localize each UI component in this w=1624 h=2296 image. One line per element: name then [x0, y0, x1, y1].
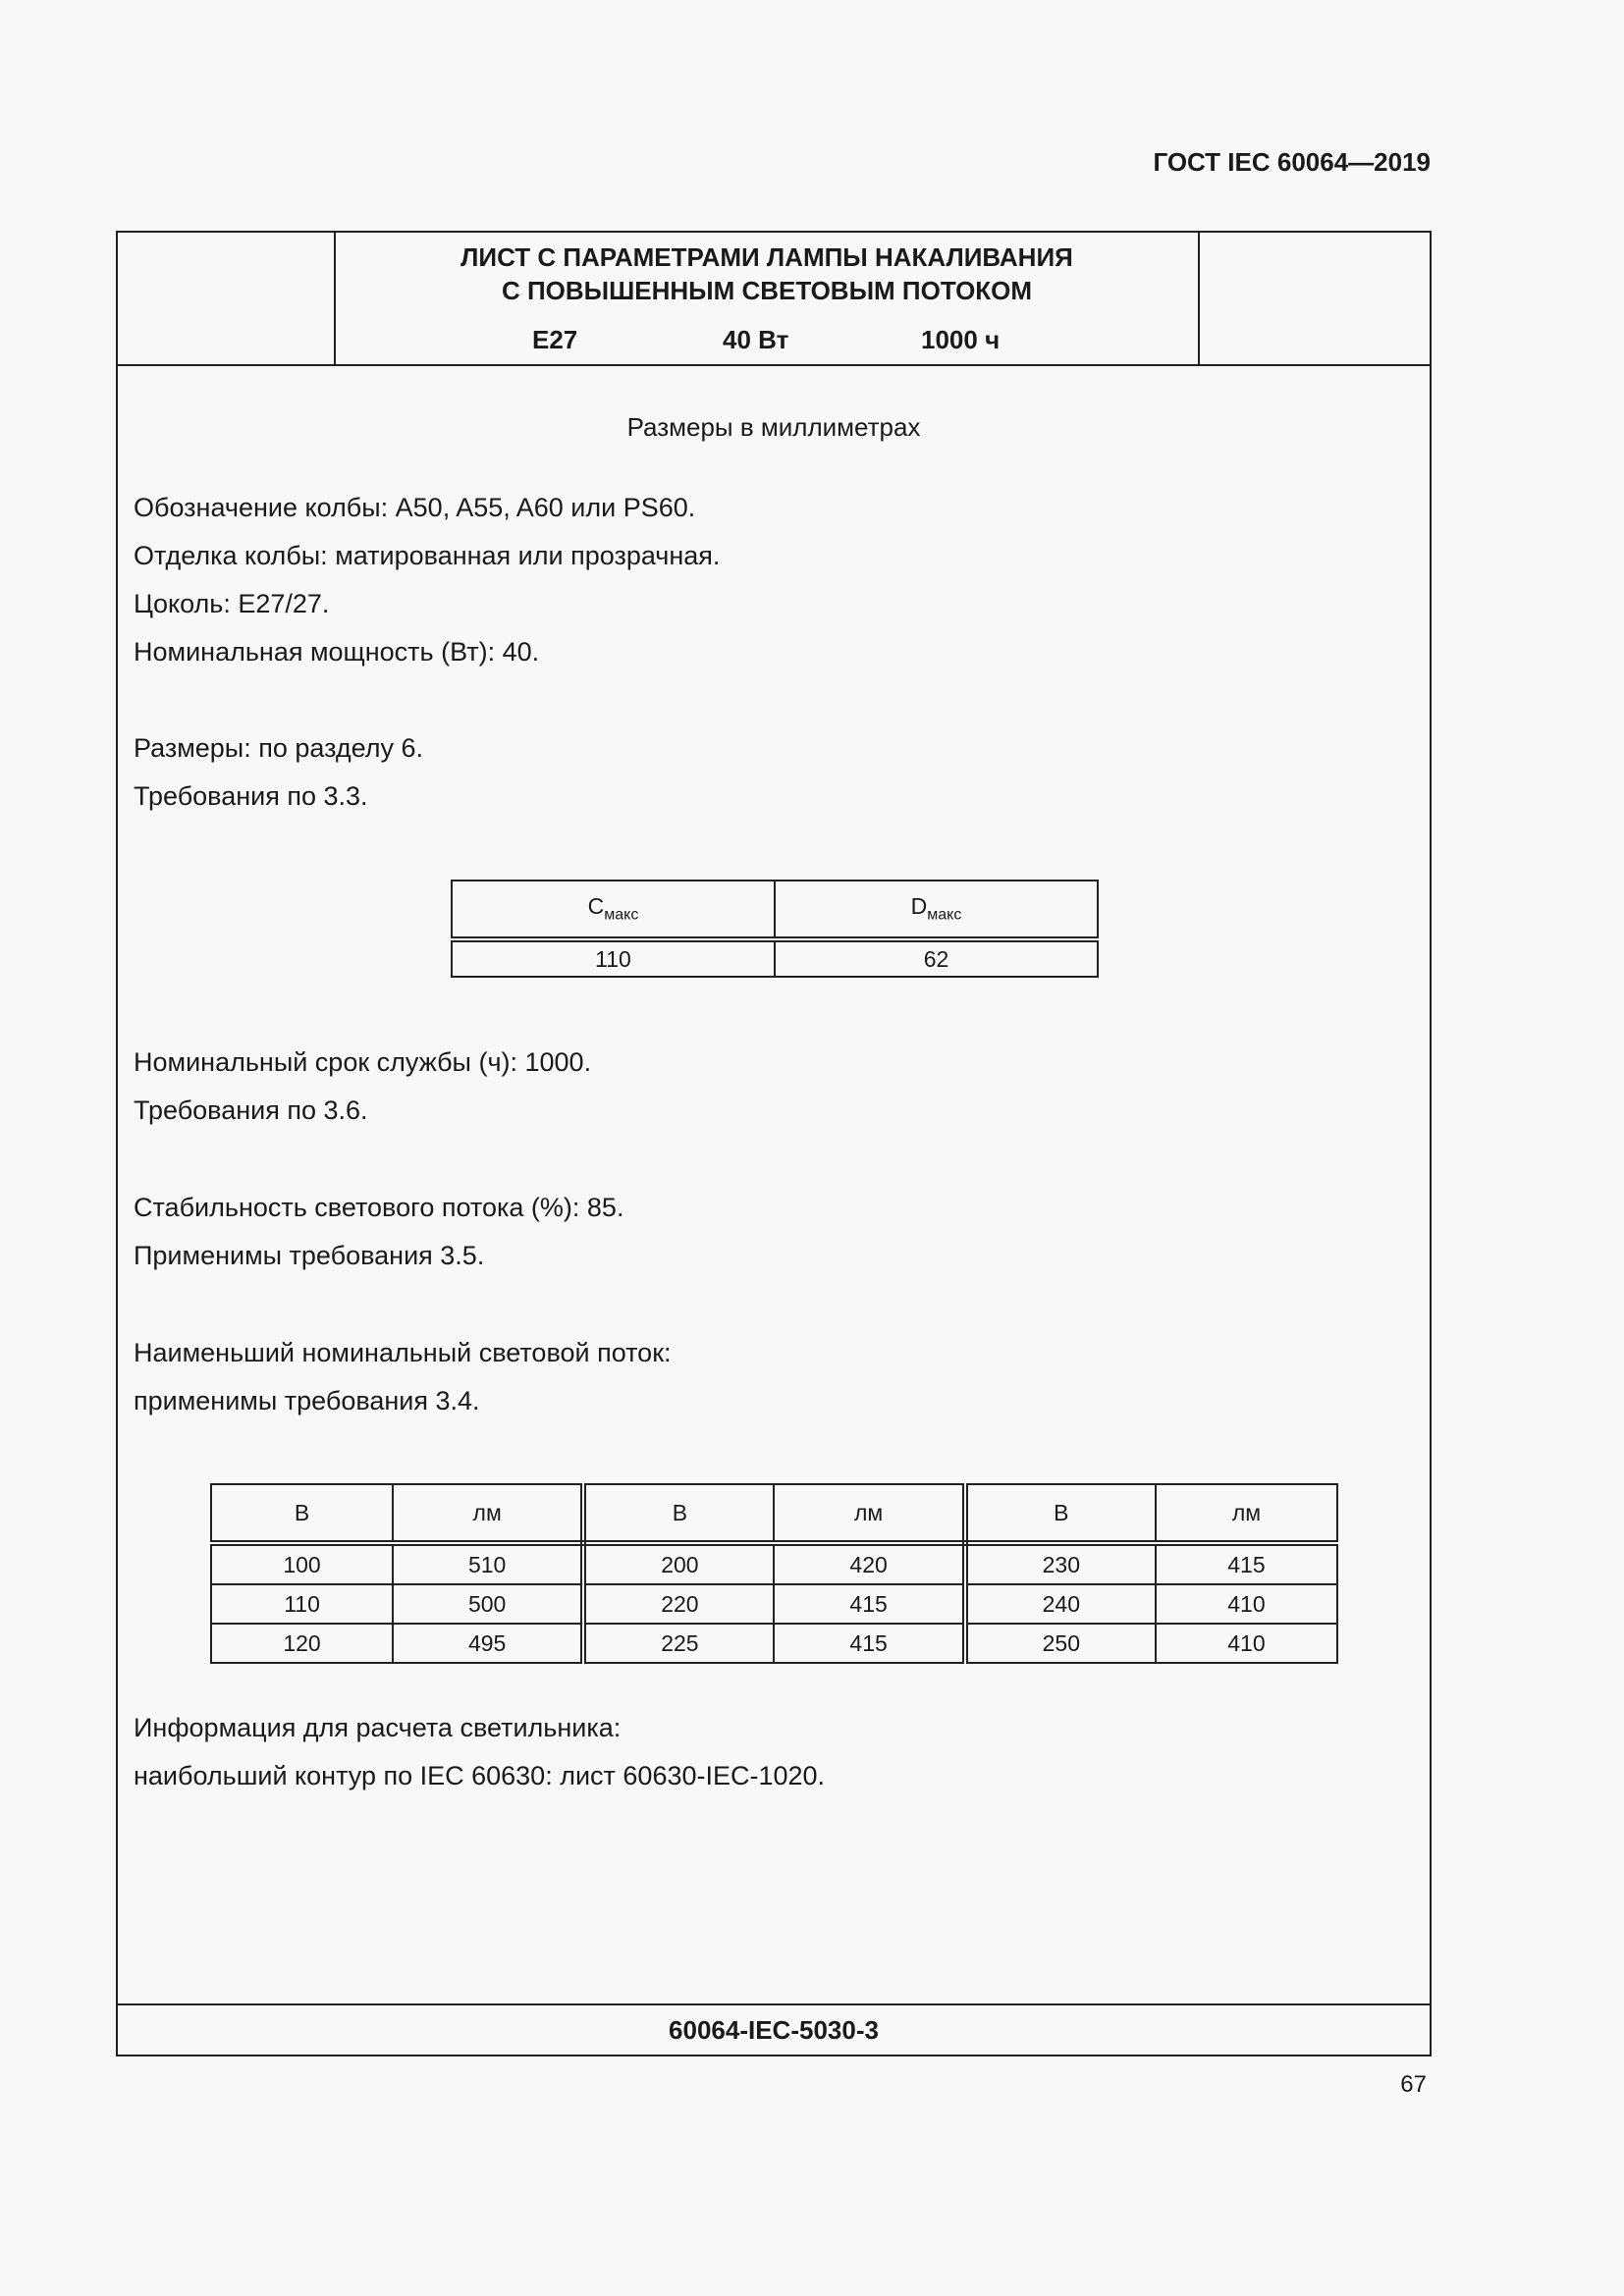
lumen-header: лм: [774, 1484, 964, 1543]
voltage-header: В: [211, 1484, 393, 1543]
parameter-sheet: [116, 231, 1432, 2056]
table-row: [211, 1543, 1337, 1584]
page-number: 67: [1400, 2071, 1427, 2098]
dimensions-table: [451, 880, 1099, 978]
param-life: 1000 ч: [921, 325, 1001, 354]
title-line-2: С ПОВЫШЕННЫМ СВЕТОВЫМ ПОТОКОМ: [501, 276, 1033, 305]
luminaire-info: Информация для расчета светильника:: [134, 1713, 622, 1742]
sheet-header: [118, 233, 1430, 366]
life-requirements: Требования по 3.6.: [134, 1095, 368, 1125]
min-flux: Наименьший номинальный световой поток:: [134, 1338, 672, 1367]
table-cell: 410: [1156, 1584, 1337, 1624]
table-cell: 500: [393, 1584, 583, 1624]
d-max-header: $D_{макс}$: [775, 881, 1098, 939]
table-cell: 415: [774, 1624, 964, 1663]
param-base: E27: [532, 325, 578, 354]
luminaire-contour: наибольший контур по IEC 60630: лист 60630-IEC-1020.: [134, 1761, 826, 1790]
luminous-flux-table: [210, 1483, 1338, 1664]
voltage-header: В: [965, 1484, 1156, 1543]
table-header-row: [211, 1484, 1337, 1543]
param-power: 40 Вт: [723, 325, 789, 354]
table-cell: 250: [965, 1624, 1156, 1663]
table-cell: 100: [211, 1543, 393, 1584]
d-max-value: 62: [775, 939, 1098, 977]
table-cell: 230: [965, 1543, 1156, 1584]
title-cell: [334, 233, 1200, 364]
table-cell: 200: [583, 1543, 774, 1584]
table-cell: 225: [583, 1624, 774, 1663]
table-cell: 510: [393, 1543, 583, 1584]
table-cell: 410: [1156, 1624, 1337, 1663]
stability-requirements: Применимы требования 3.5.: [134, 1241, 485, 1270]
rated-life: Номинальный срок службы (ч): 1000.: [134, 1047, 592, 1077]
table-cell: 415: [1156, 1543, 1337, 1584]
c-max-header: $C_{макс}$: [452, 881, 775, 939]
lumen-header: лм: [393, 1484, 583, 1543]
flux-stability: Стабильность светового потока (%): 85.: [134, 1193, 624, 1222]
lumen-header: лм: [1156, 1484, 1337, 1543]
table-cell: 220: [583, 1584, 774, 1624]
table-cell: 240: [965, 1584, 1156, 1624]
table-row: [211, 1584, 1337, 1624]
table-row: [452, 939, 1098, 977]
table-row: [211, 1624, 1337, 1663]
table-cell: 420: [774, 1543, 964, 1584]
dimensions-requirements: Требования по 3.3.: [134, 781, 368, 811]
table-cell: 415: [774, 1584, 964, 1624]
rated-power: Номинальная мощность (Вт): 40.: [134, 637, 540, 667]
title-line-1: ЛИСТ С ПАРАМЕТРАМИ ЛАМПЫ НАКАЛИВАНИЯ: [460, 242, 1073, 272]
min-flux-requirements: применимы требования 3.4.: [134, 1386, 480, 1415]
units-note: Размеры в миллиметрах: [626, 412, 921, 442]
cap-type: Цоколь: E27/27.: [134, 589, 330, 618]
bulb-finish: Отделка колбы: матированная или прозрачная.: [134, 541, 721, 570]
table-cell: 110: [211, 1584, 393, 1624]
voltage-header: В: [583, 1484, 774, 1543]
table-header-row: [452, 881, 1098, 939]
sheet-footer-code: 60064-IEC-5030-3: [118, 2003, 1430, 2055]
document-code: ГОСТ IEC 60064—2019: [1153, 147, 1431, 177]
dimensions-ref: Размеры: по разделу 6.: [134, 733, 424, 763]
c-max-value: 110: [452, 939, 775, 977]
table-cell: 120: [211, 1624, 393, 1663]
table-cell: 495: [393, 1624, 583, 1663]
bulb-designation: Обозначение колбы: A50, A55, A60 или PS60.: [134, 493, 696, 522]
